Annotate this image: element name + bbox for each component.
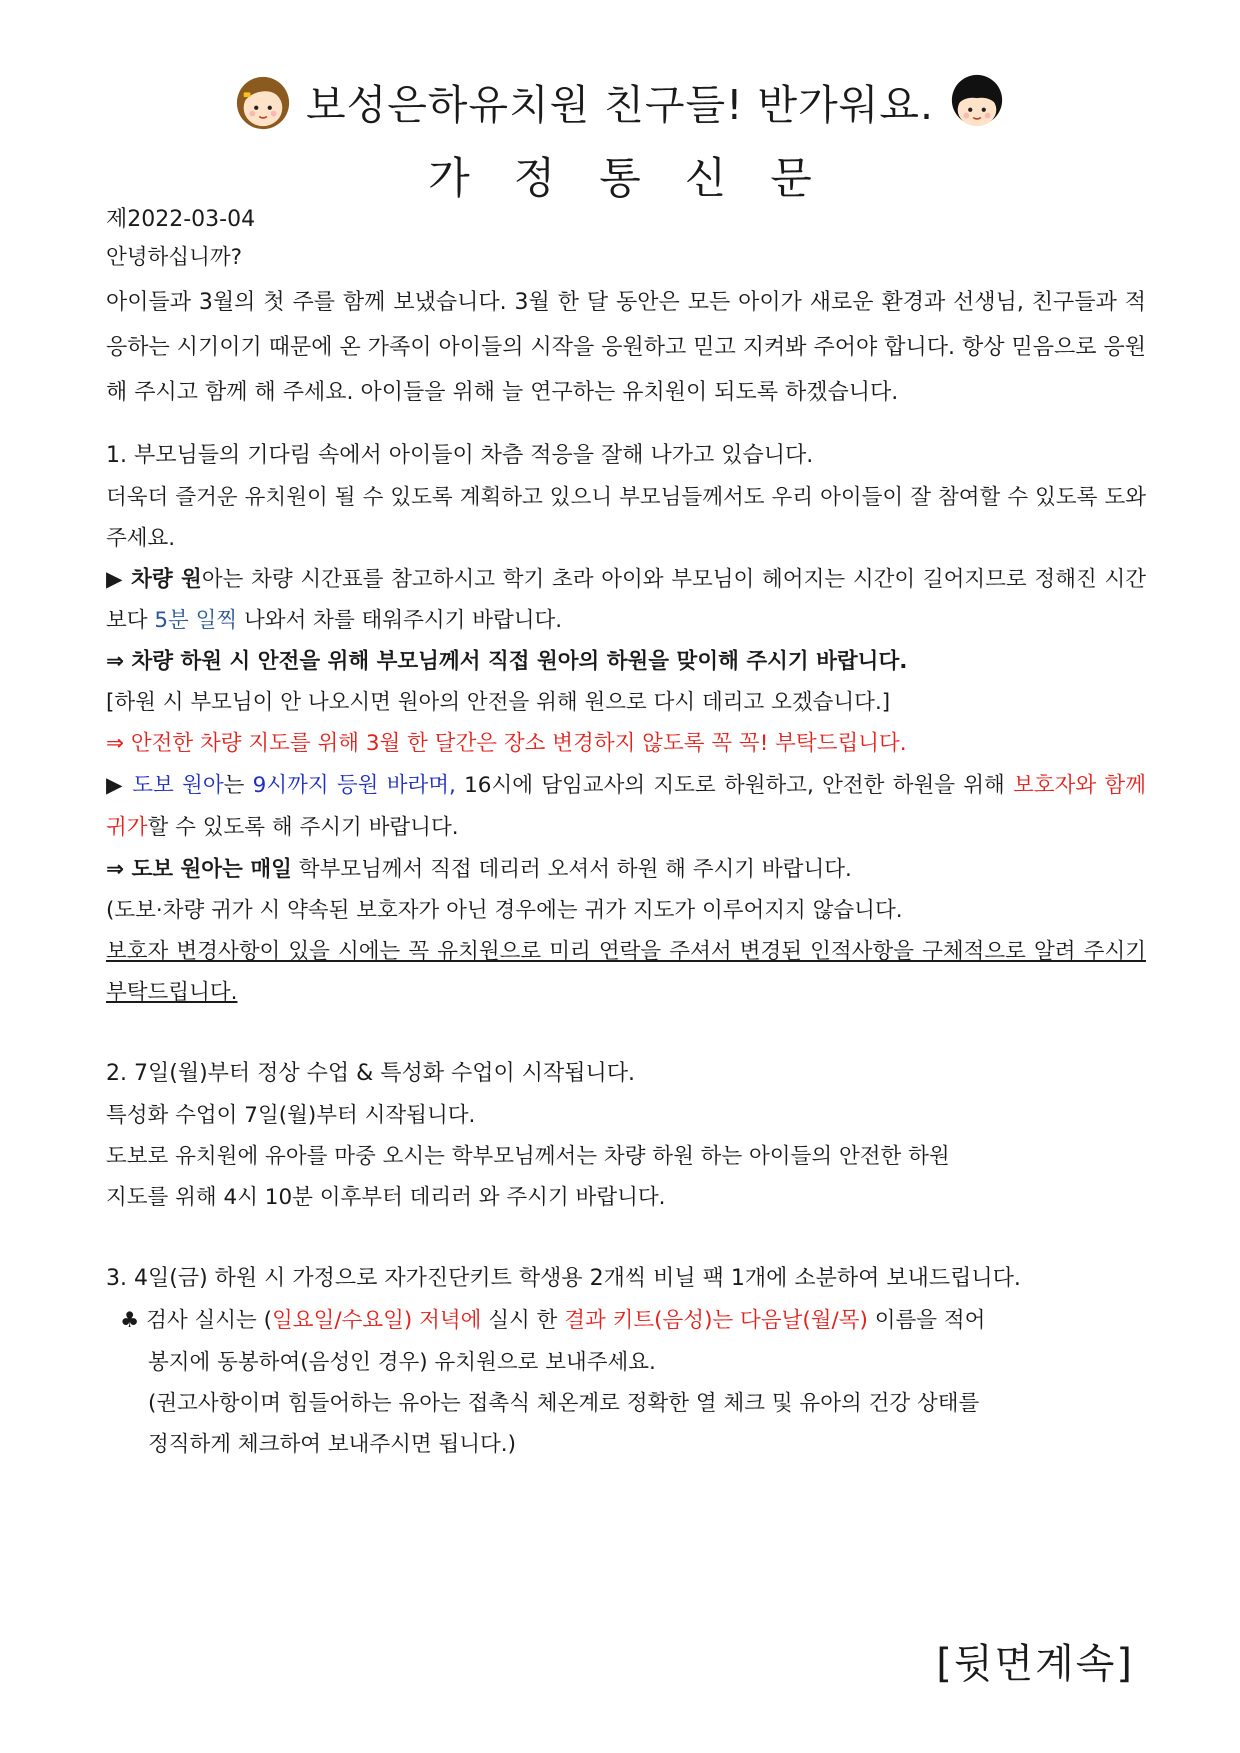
header — [0, 72, 1240, 206]
walk-paren-note: (도보·차량 귀가 시 약속된 보호자가 아닌 경우에는 귀가 지도가 이루어지지 않습니다. — [106, 898, 903, 923]
bus-red-notice: ⇒ 안전한 차량 지도를 위해 3월 한 달간은 장소 변경하지 않도록 꼭 꼭! 부탁드립니다. — [106, 731, 907, 756]
walk-highlight: 9시까지 등원 바라며, — [252, 773, 456, 798]
walk-text-b: 16시에 담임교사의 지도로 하원하고, 안전한 하원을 위해 — [455, 773, 1014, 798]
section-2-line-1: 특성화 수업이 7일(월)부터 시작됩니다. — [106, 1103, 476, 1128]
section-3-red-2: 결과 키트(음성)는 다음날(월/목) — [564, 1308, 868, 1333]
bus-highlight: 5분 일찍 — [154, 608, 238, 633]
section-3-text-2: 실시 한 — [481, 1308, 565, 1333]
page-subtitle: 가정통신문 — [428, 154, 856, 204]
boy-face-icon — [948, 73, 1006, 131]
section-3 — [106, 1258, 1146, 1465]
bullet-icon: ▶ — [106, 773, 124, 798]
section-1-title: 1. 부모님들의 기다림 속에서 아이들이 차츰 적응을 잘해 나가고 있습니다. — [106, 443, 814, 468]
walk-underlined-note: 보호자 변경사항이 있을 시에는 꼭 유치원으로 미리 연락을 주셔서 변경된 인적사항을 구체적으로 알려 주시기 부탁드립니다. — [106, 939, 1146, 1005]
section-2-line-2: 도보로 유치원에 유아를 마중 오시는 학부모님께서는 차량 하원 하는 아이들의 안전한 하원 — [106, 1144, 950, 1169]
continued-on-back: [뒷면계속] — [936, 1641, 1134, 1687]
bus-text-a: 아는 차량 시간표를 참고하시고 학기 초라 아이와 부모님이 헤어지는 시간이 길어지므로 정해진 시간보다 — [106, 567, 1146, 633]
section-3-test-line — [120, 1300, 1146, 1342]
bus-note: ⇒ 차량 하원 시 안전을 위해 부모님께서 직접 원아의 하원을 맞이해 주시기 바랍니다. — [106, 649, 908, 674]
greeting: 안녕하십니까? — [106, 245, 243, 270]
section-1 — [106, 435, 1146, 1013]
section-2-title — [106, 1053, 1146, 1095]
document-number: 제2022-03-04 — [106, 207, 256, 232]
document-body — [106, 204, 1146, 1465]
bullet-icon: ▶ — [106, 567, 124, 592]
intro-paragraph: 아이들과 3월의 첫 주를 함께 보냈습니다. 3월 한 달 동안은 모든 아이가 새로운 환경과 선생님, 친구들과 적응하는 시기이기 때문에 온 가족이 아이들의 시작을 응원하고 믿고 지켜봐 주어야 합니다. 항상 믿음으로 응원해 주시고 함께 해 주세요. 아이들을 위해 늘 연구하는 유치원이 되도록 하겠습니다. — [106, 290, 1146, 405]
section-2 — [106, 1053, 1146, 1218]
bus-label: 차량 원 — [131, 567, 202, 592]
section-2-line-3: 지도를 위해 4시 10분 이후부터 데리러 와 주시기 바랍니다. — [106, 1185, 666, 1210]
section-2-title-end: 됩니다. — [564, 1061, 636, 1086]
section-3-title: 3. 4일(금) 하원 시 가정으로 자가진단키트 학생용 2개씩 비닐 팩 1개에 소분하여 보내드립니다. — [106, 1266, 1021, 1291]
walk-label: 도보 원아 — [132, 773, 224, 798]
bus-bracket-note: [하원 시 부모님이 안 나오시면 원아의 안전을 위해 원으로 다시 데리고 오겠습니다.] — [106, 690, 891, 715]
section-2-title-main: 2. 7일(월)부터 정상 수업 & 특성화 수업이 시작 — [106, 1061, 565, 1086]
section-3-text-1: 검사 실시는 ( — [139, 1308, 273, 1333]
bus-text-b: 나와서 차를 태워주시기 바랍니다. — [237, 608, 563, 633]
bus-paragraph — [106, 559, 1146, 641]
walk-text-c: 할 수 있도록 해 주시기 바랍니다. — [147, 815, 459, 840]
walk-note-rest: 학부모님께서 직접 데리러 오셔서 하원 해 주시기 바랍니다. — [291, 857, 852, 882]
section-3-note-2: 정직하게 체크하여 보내주시면 됩니다.) — [148, 1432, 517, 1457]
page-title: 보성은하유치원 친구들! 반가워요. — [305, 81, 935, 129]
section-3-red-1: 일요일/수요일) 저녁에 — [272, 1308, 482, 1333]
section-1-paragraph: 더욱더 즐거운 유치원이 될 수 있도록 계획하고 있으니 부모님들께서도 우리 아이들이 잘 참여할 수 있도록 도와주세요. — [106, 485, 1146, 551]
walk-note — [106, 849, 1146, 890]
walk-red-highlight: 보호자와 함께 귀가 — [106, 773, 1146, 840]
club-icon: ♣ — [120, 1308, 140, 1333]
section-3-text-3: 이름을 적어 — [867, 1308, 986, 1333]
walk-text-a: 는 — [223, 773, 253, 798]
section-3-note-1: (권고사항이며 힘들어하는 유아는 접촉식 체온계로 정확한 열 체크 및 유아의 건강 상태를 — [148, 1391, 980, 1416]
walk-note-bold: ⇒ 도보 원아는 매일 — [106, 857, 292, 882]
girl-face-icon — [234, 73, 292, 131]
walk-paragraph — [106, 765, 1146, 849]
title-row — [0, 72, 1240, 131]
section-3-line-2: 봉지에 동봉하여(음성인 경우) 유치원으로 보내주세요. — [148, 1350, 656, 1375]
